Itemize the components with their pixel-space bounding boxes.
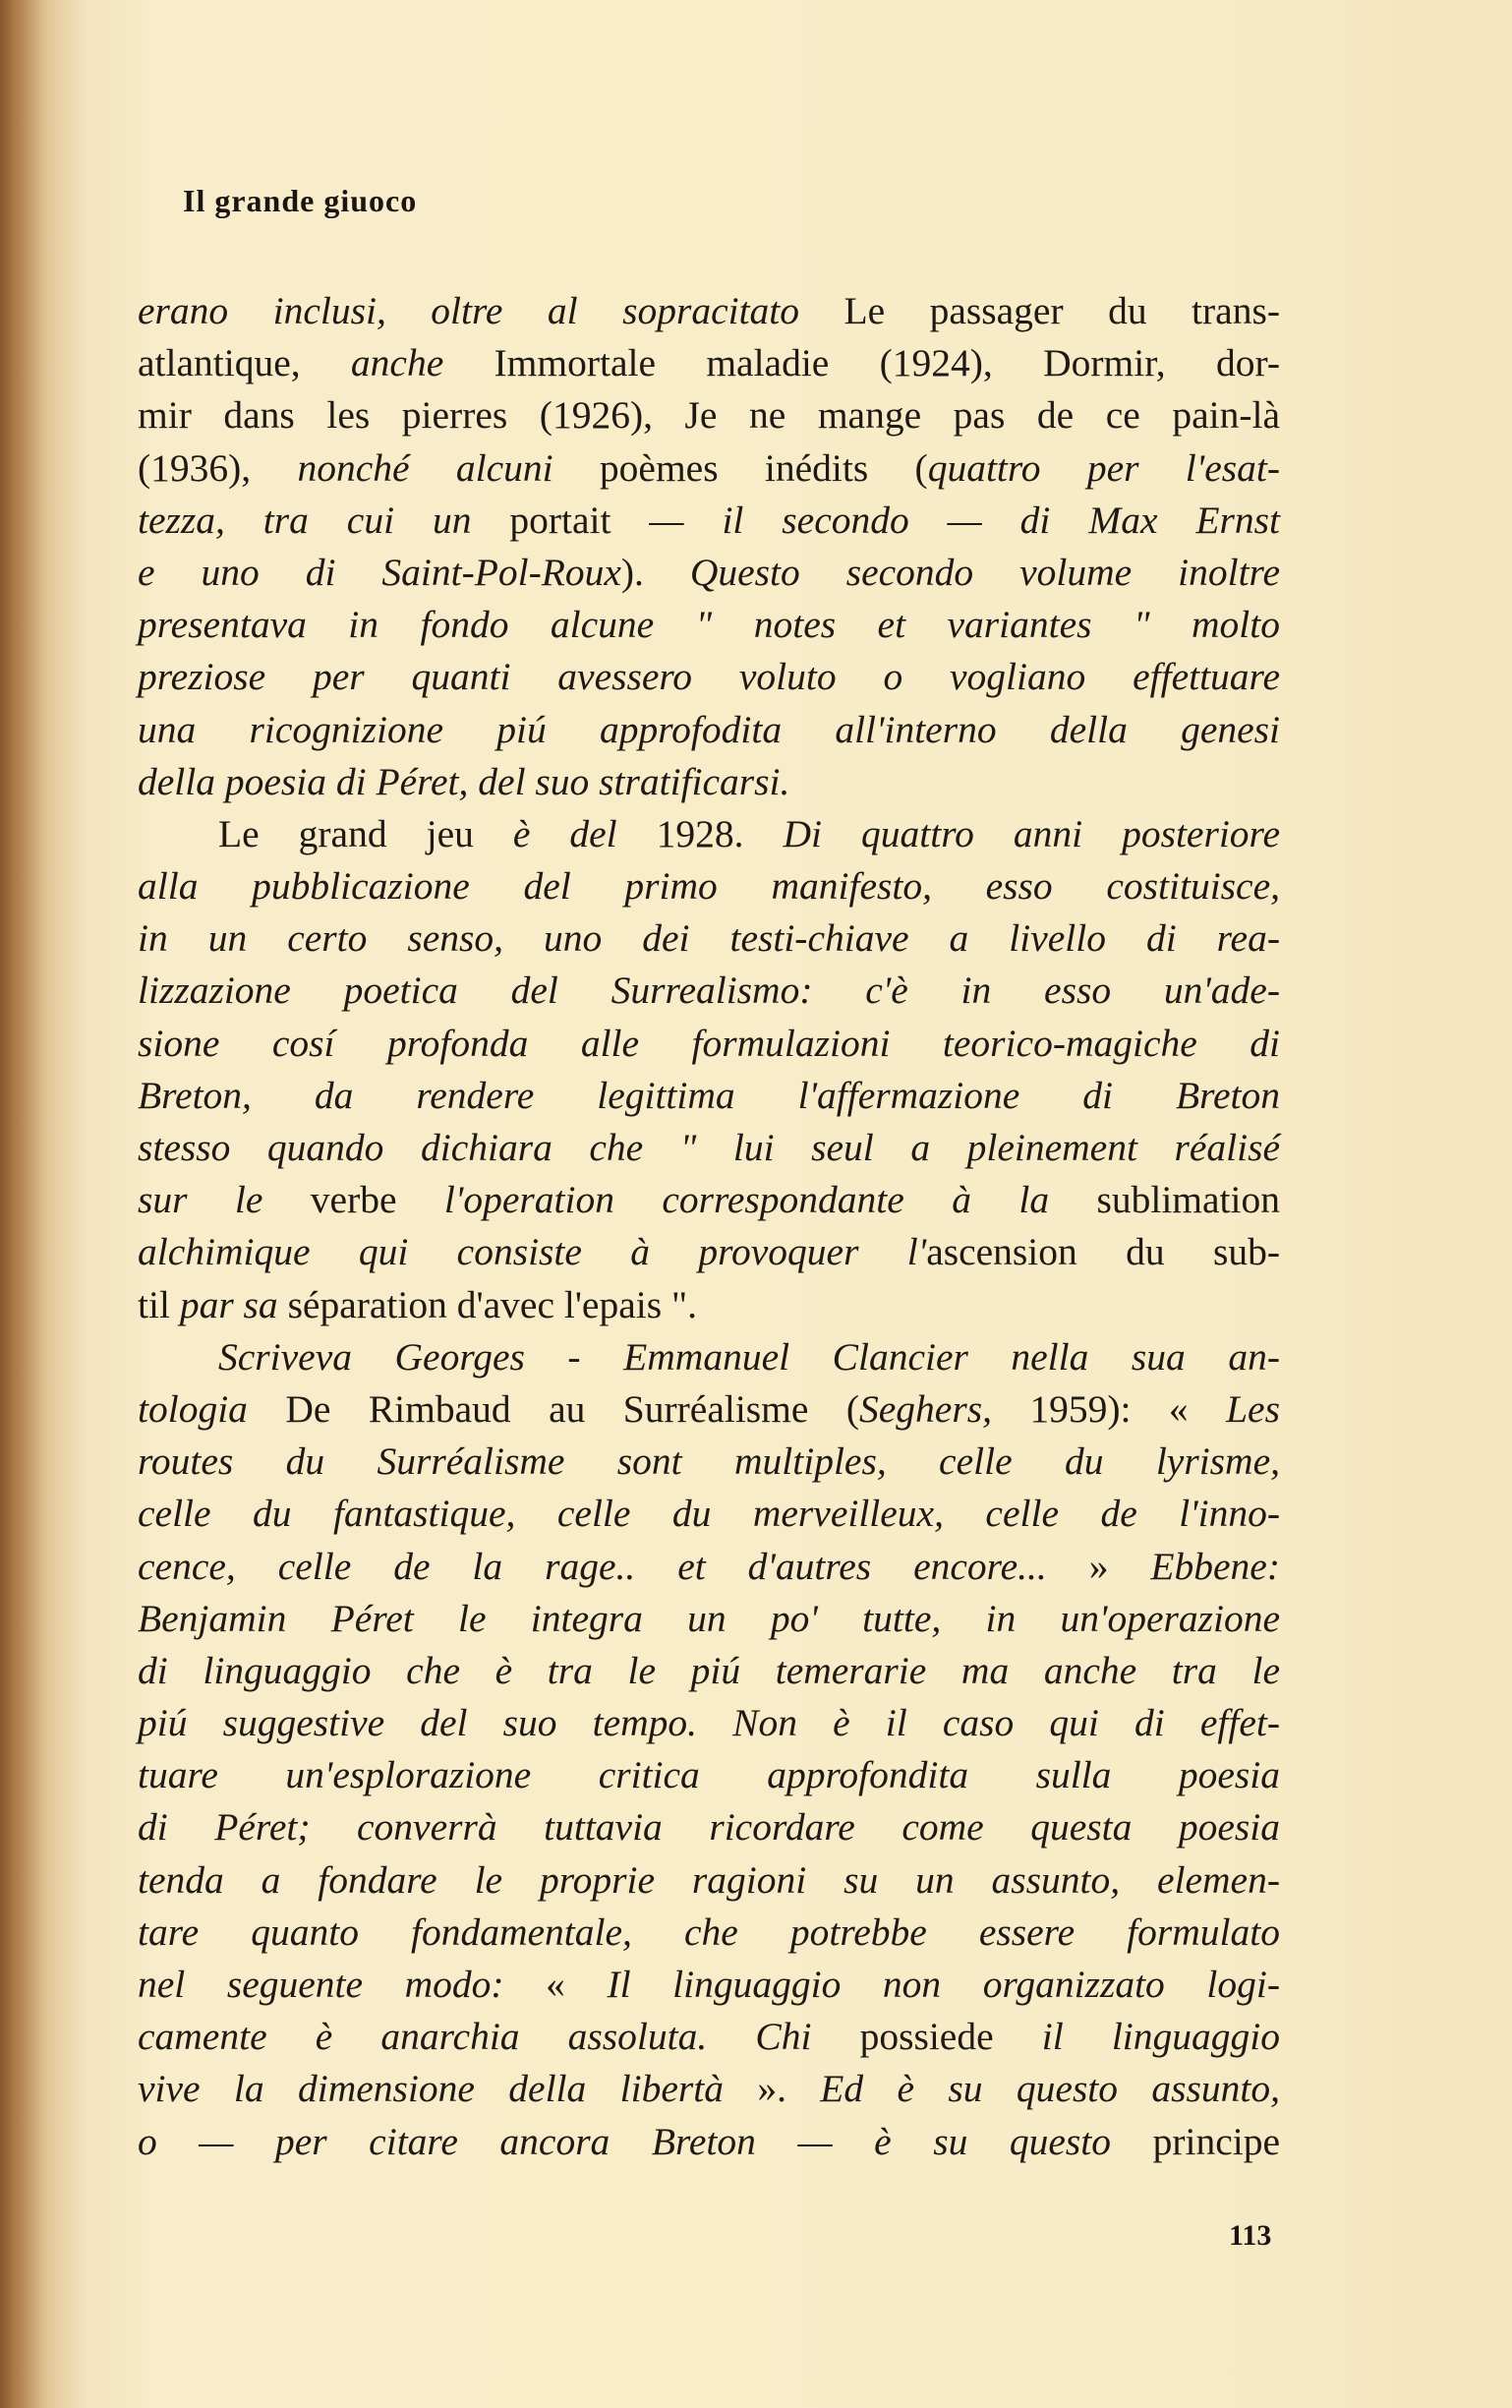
text-segment: cence, celle de la rage.. et d'autres encore...: [138, 1544, 1089, 1588]
text-segment: di linguaggio che è tra le piú temerarie ma anche tra le: [138, 1648, 1280, 1692]
text-segment: til: [138, 1282, 180, 1326]
text-line: [138, 1070, 1280, 1122]
text-line: [138, 442, 1280, 495]
text-line: [138, 1331, 1280, 1383]
text-segment: e uno di Saint-Pol-Roux: [138, 550, 621, 594]
text-segment: atlantique,: [138, 341, 351, 385]
text-segment: lizzazione poetica del Surrealismo: c'è in esso un'ade-: [138, 969, 1280, 1013]
text-line: [138, 285, 1280, 337]
text-segment: Ebbene:: [1150, 1544, 1280, 1588]
text-line: [138, 2011, 1280, 2063]
text-segment: una ricognizione piú approfodita all'interno della genesi: [138, 707, 1280, 751]
text-line: [138, 1226, 1280, 1278]
text-line: [138, 337, 1280, 389]
text-segment: Seghers,: [859, 1386, 1030, 1431]
text-segment: stesso quando dichiara che " lui seul a pleinement réalisé: [138, 1126, 1280, 1169]
text-segment: 1959): «: [1029, 1386, 1227, 1431]
text-segment: il linguaggio: [1041, 2015, 1280, 2059]
text-segment: — il secondo — di Max Ernst: [649, 498, 1281, 542]
text-segment: séparation d'avec l'epais ".: [287, 1282, 697, 1326]
text-segment: ascension du sub-: [926, 1230, 1280, 1274]
text-line: [138, 1645, 1280, 1697]
text-segment: preziose per quanti avessero voluto o vogliano effettuare: [138, 655, 1280, 699]
text-segment: Les: [1226, 1386, 1280, 1431]
text-segment: Ed è su questo assunto,: [820, 2067, 1280, 2111]
text-line: [138, 756, 1280, 808]
text-segment: Benjamin Péret le integra un po' tutte, in un'operazione: [138, 1596, 1280, 1640]
text-line: [138, 547, 1280, 599]
text-line: [138, 1697, 1280, 1749]
text-segment: di Péret; converrà tuttavia ricordare come questa poesia: [138, 1805, 1280, 1850]
text-segment: in un certo senso, uno dei testi-chiave a livello di rea-: [138, 916, 1280, 961]
text-segment: «: [546, 1963, 608, 2006]
text-line: [138, 1279, 1280, 1331]
text-line: [138, 389, 1280, 441]
text-segment: alchimique qui consiste à provoquer l': [138, 1230, 927, 1274]
text-segment: Il linguaggio non organizzato logi-: [607, 1963, 1280, 2006]
text-line: [138, 1907, 1280, 1959]
text-segment: 1928.: [656, 811, 784, 855]
text-segment: tologia: [138, 1386, 286, 1431]
text-segment: è del: [512, 811, 657, 855]
page-gutter-shadow: [0, 0, 88, 2408]
text-segment: Scriveva Georges - Emmanuel Clancier nella sua an-: [218, 1334, 1280, 1379]
text-segment: Le grand jeu: [218, 811, 513, 855]
text-line: [138, 1959, 1280, 2011]
text-line: [138, 1488, 1280, 1540]
text-line: [138, 2116, 1280, 2168]
text-segment: par sa: [179, 1282, 288, 1326]
text-line: [138, 704, 1280, 756]
text-segment: camente è anarchia assoluta. Chi: [138, 2015, 860, 2059]
text-line: [138, 651, 1280, 703]
text-segment: routes du Surréalisme sont multiples, celle du lyrisme,: [138, 1439, 1280, 1484]
text-line: [138, 1593, 1280, 1645]
text-line: [138, 1383, 1280, 1436]
text-line: [138, 1174, 1280, 1226]
text-segment: Immortale maladie (1924), Dormir, dor-: [494, 341, 1280, 385]
text-line: [138, 1018, 1280, 1070]
text-segment: portait: [509, 498, 650, 542]
text-segment: celle du fantastique, celle du merveilleux, celle de l'inno-: [138, 1492, 1280, 1536]
text-line: [138, 1801, 1280, 1853]
text-line: [138, 1854, 1280, 1907]
text-segment: poèmes inédits (: [599, 445, 928, 490]
text-segment: »: [1088, 1544, 1151, 1588]
text-segment: tezza, tra cui un: [138, 498, 510, 542]
text-segment: sur le: [138, 1178, 311, 1222]
body-text: [138, 285, 1280, 2168]
text-segment: Questo secondo volume inoltre: [689, 550, 1280, 594]
text-line: [138, 860, 1280, 912]
text-segment: ».: [757, 2067, 821, 2111]
text-segment: sione cosí profonda alle formulazioni teorico-magiche di: [138, 1021, 1280, 1065]
text-segment: l'operation correspondante à la: [443, 1178, 1097, 1222]
text-segment: Di quattro anni posteriore: [783, 811, 1280, 855]
text-line: [138, 2063, 1280, 2115]
text-line: [138, 1749, 1280, 1801]
text-segment: alla pubblicazione del primo manifesto, esso costituisce,: [138, 864, 1280, 909]
text-line: [138, 808, 1280, 860]
text-segment: sublimation: [1096, 1178, 1281, 1222]
text-segment: verbe: [310, 1178, 444, 1222]
text-line: [138, 912, 1280, 965]
text-segment: della poesia di Péret, del suo stratificarsi.: [138, 759, 790, 803]
text-line: [138, 1436, 1280, 1488]
text-line: [138, 495, 1280, 547]
text-segment: tenda a fondare le proprie ragioni su un assunto, elemen-: [138, 1857, 1280, 1902]
text-line: [138, 965, 1280, 1017]
running-head: Il grande giuoco: [183, 183, 418, 218]
text-segment: vive la dimensione della libertà: [138, 2067, 758, 2111]
text-line: [138, 599, 1280, 651]
text-line: [138, 1122, 1280, 1174]
text-segment: De Rimbaud au Surréalisme (: [285, 1386, 860, 1431]
text-segment: anche: [350, 341, 494, 385]
text-segment: mir dans les pierres (1926), Je ne mange pas de ce pain-là: [138, 393, 1280, 438]
text-segment: tuare un'esplorazione critica approfondita sulla poesia: [138, 1753, 1280, 1797]
page-number: 113: [1229, 2219, 1272, 2252]
text-segment: quattro per l'esat-: [927, 445, 1281, 490]
text-segment: principe: [1152, 2119, 1280, 2163]
text-segment: (1936),: [138, 445, 298, 490]
text-segment: piú suggestive del suo tempo. Non è il caso qui di effet-: [138, 1701, 1280, 1745]
text-segment: possiede: [859, 2015, 1042, 2059]
text-line: [138, 1541, 1280, 1593]
text-segment: nel seguente modo:: [138, 1963, 547, 2006]
text-segment: erano inclusi, oltre al sopracitato: [138, 289, 844, 332]
text-segment: Le passager du trans-: [843, 289, 1280, 332]
text-segment: presentava in fondo alcune " notes et variantes " molto: [138, 603, 1280, 647]
text-segment: nonché alcuni: [297, 445, 600, 490]
text-segment: Breton, da rendere legittima l'affermazione di Breton: [138, 1073, 1280, 1117]
text-segment: tare quanto fondamentale, che potrebbe essere formulato: [138, 1909, 1280, 1954]
text-segment: ).: [620, 550, 690, 594]
text-segment: o — per citare ancora Breton — è su questo: [138, 2119, 1153, 2163]
